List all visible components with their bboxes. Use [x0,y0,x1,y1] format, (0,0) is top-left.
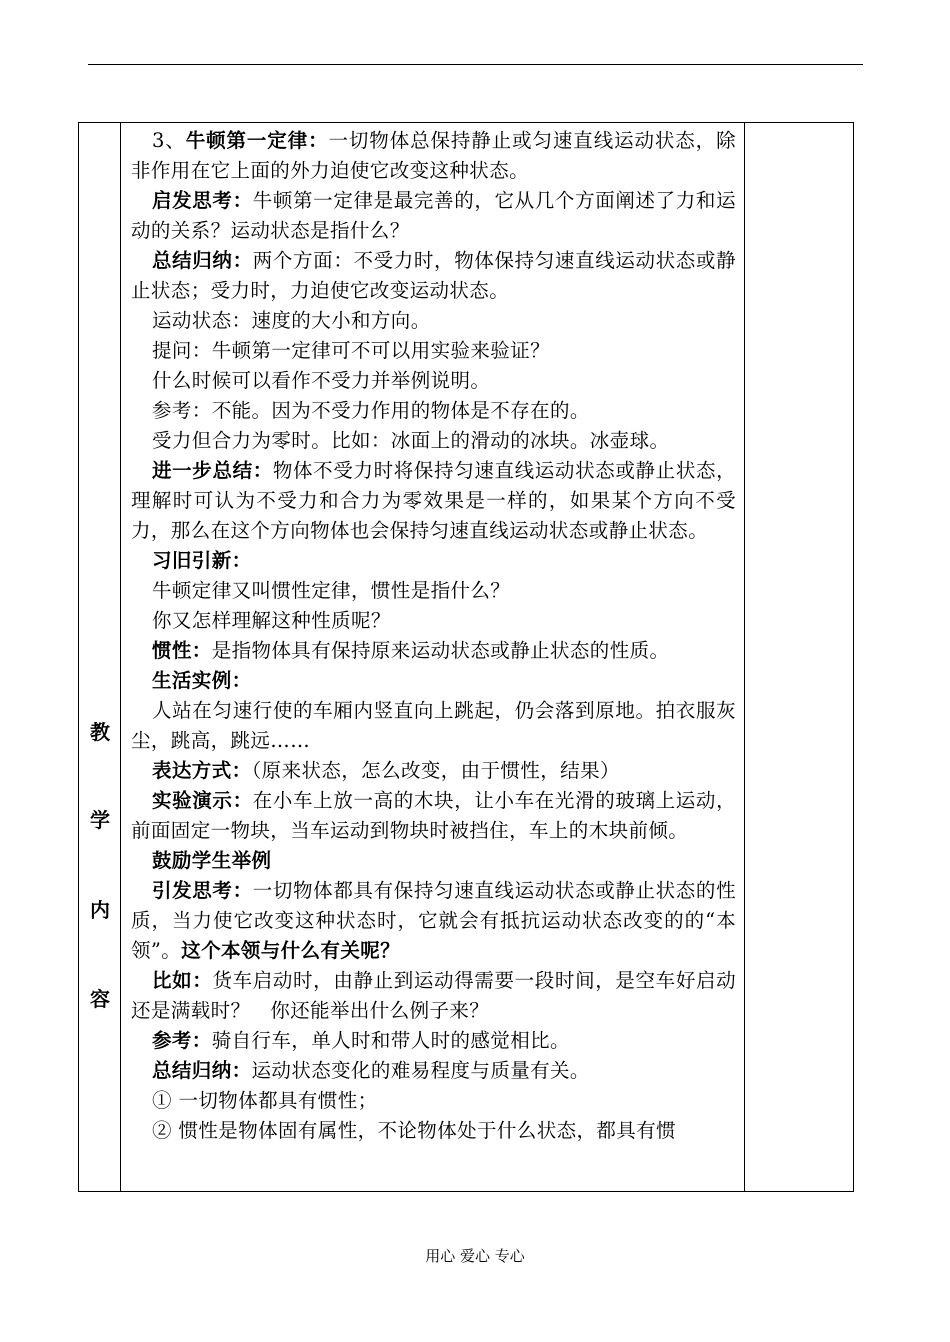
paragraph-heading: 进一步总结： [152,459,273,482]
content-paragraph [131,456,736,546]
paragraph-heading: 总结归纳： [152,249,253,272]
content-paragraph [131,366,736,396]
paragraph-text: 什么时候可以看作不受力并举例说明。 [152,369,491,392]
content-paragraph [131,756,736,786]
content-paragraph [131,666,736,696]
paragraph-heading: 习旧引新： [152,549,252,572]
paragraph-heading: 实验演示： [152,789,253,812]
notes-column [745,123,853,1191]
content-paragraph [131,336,736,366]
page-footer: 用心 爱心 专心 [425,1247,525,1265]
paragraph-heading: 比如： [152,969,213,992]
paragraph-text: 在小车上放一高的木块，让小车在光滑的玻璃上运动，前面固定一物块，当车运动到物块时被挡住，车上的木块前倾。 [131,789,736,842]
paragraph-text: 人站在匀速行使的车厢内竖直向上跳起，仍会落到原地。拍衣服灰尘，跳高，跳远…… [131,699,736,752]
content-paragraph [131,396,736,426]
content-paragraph [131,876,736,966]
paragraph-text: 两个方面：不受力时，物体保持匀速直线运动状态或静止状态；受力时，力迫使它改变运动状态。 [131,249,736,302]
content-paragraph [131,636,736,666]
paragraph-heading: 惯性： [152,639,212,662]
paragraph-heading: 牛顿第一定律： [185,129,329,152]
paragraph-text: ② 惯性是物体固有属性，不论物体处于什么状态，都具有惯 [152,1119,676,1142]
paragraph-heading: 启发思考： [152,189,253,212]
content-paragraph [131,846,736,876]
content-paragraph [131,126,736,186]
paragraph-text: 一切物体总保持静止或匀速直线运动状态，除非作用在它上面的外力迫使它改变这种状态。 [131,129,736,182]
lesson-content [121,123,745,1191]
content-paragraph [131,1086,736,1116]
paragraph-text: （原来状态，怎么改变，由于惯性，结果） [251,759,620,782]
side-label-column [79,123,121,1191]
paragraph-text: 运动状态变化的难易程度与质量有关。 [251,1059,590,1082]
paragraph-text: 是指物体具有保持原来运动状态或静止状态的性质。 [211,639,670,662]
paragraph-text: 牛顿定律又叫惯性定律，惯性是指什么？ [152,579,511,602]
content-paragraph [131,306,736,336]
paragraph-heading: 生活实例： [152,669,252,692]
paragraph-text: ① 一切物体都具有惯性； [152,1089,378,1112]
paragraph-heading: 引发思考： [152,879,253,902]
paragraph-heading: 参考： [152,1029,212,1052]
paragraph-text: 骑自行车，单人时和带人时的感觉相比。 [211,1029,570,1052]
paragraph-emphasis: 这个本领与什么有关呢？ [181,939,401,962]
content-paragraph [131,786,736,846]
side-label-char: 学 [90,808,110,832]
side-label-char: 内 [90,898,110,922]
lesson-table [78,122,854,1192]
paragraph-heading: 表达方式： [152,759,252,782]
content-paragraph [131,966,736,1026]
content-paragraph [131,696,736,756]
content-paragraph [131,246,736,306]
header-rule [88,64,863,65]
content-paragraph [131,1056,736,1086]
content-paragraph [131,426,736,456]
content-paragraph [131,546,736,576]
paragraph-text: 运动状态：速度的大小和方向。 [152,309,431,332]
paragraph-text: 提问：牛顿第一定律可不可以用实验来验证？ [152,339,551,362]
content-paragraph [131,1116,736,1146]
paragraph-text: 一切物体都具有保持匀速直线运动状态或静止状态的性质，当力使它改变这种状态时，它就会有抵抗运动状态改变的的“本领”。 [131,879,736,962]
paragraph-heading: 鼓励学生举例 [152,849,272,872]
content-paragraph [131,576,736,606]
paragraph-text: 你又怎样理解这种性质呢？ [152,609,391,632]
paragraph-text: 牛顿第一定律是最完善的，它从几个方面阐述了力和运动的关系？运动状态是指什么？ [131,189,736,242]
paragraph-text: 货车启动时，由静止到运动得需要一段时间，是空车好启动还是满载时？ 你还能举出什么例子来？ [131,969,737,1022]
paragraph-heading: 总结归纳： [152,1059,252,1082]
paragraph-text: 参考：不能。因为不受力作用的物体是不存在的。 [152,399,590,422]
paragraph-text: 受力但合力为零时。比如：冰面上的滑动的冰块。冰壶球。 [152,429,670,452]
paragraph-prefix: 3、 [152,129,186,152]
content-paragraph [131,1026,736,1056]
paragraph-text: 物体不受力时将保持匀速直线运动状态或静止状态，理解时可认为不受力和合力为零效果是一样的，如果某个方向不受力，那么在这个方向物体也会保持匀速直线运动状态或静止状态。 [131,459,737,542]
content-paragraph [131,606,736,636]
side-label-char: 教 [90,720,110,744]
side-label-char: 容 [90,987,110,1011]
content-paragraph [131,186,736,246]
